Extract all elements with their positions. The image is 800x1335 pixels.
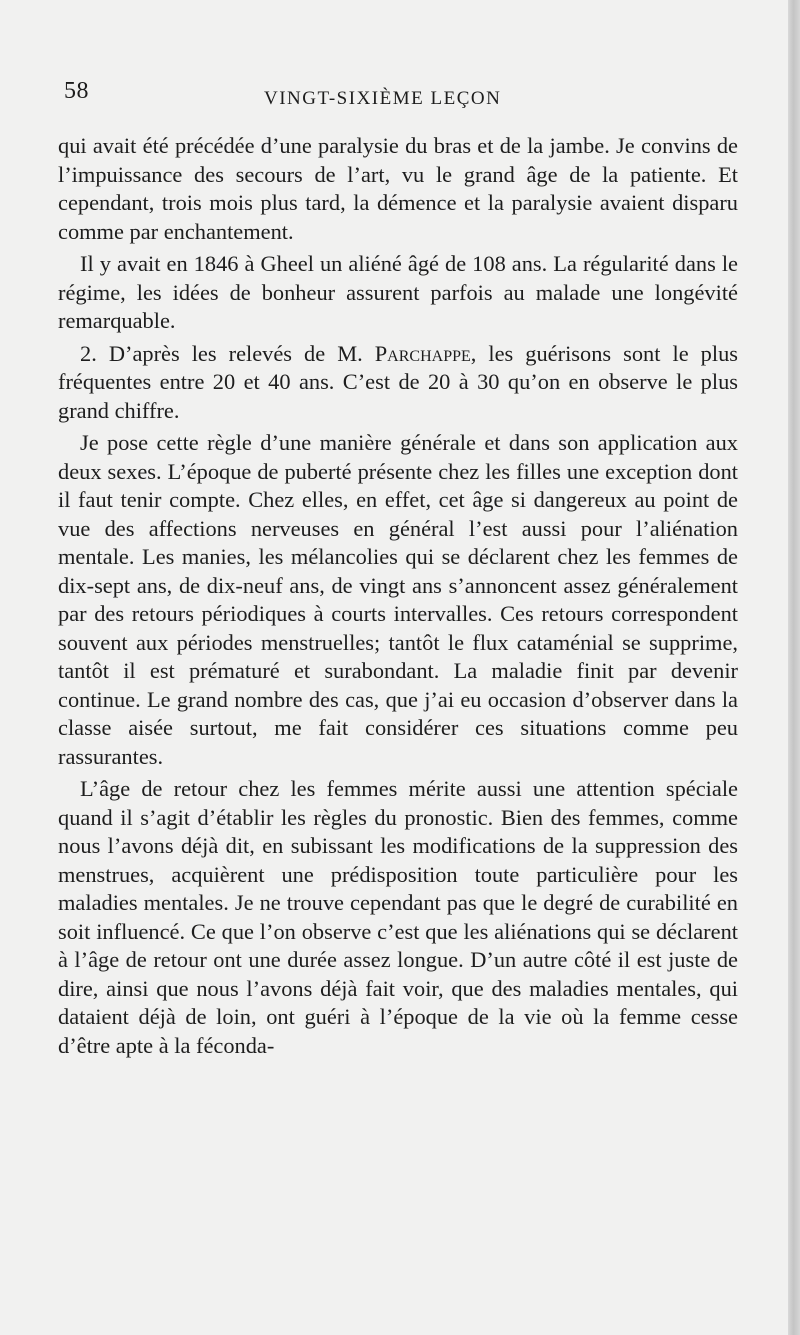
paragraph-5: L’âge de retour chez les femmes mérite aussi une attention spéciale quand il s’agit d’établir les règles du pronostic. Bien des femmes, comme nous l’avons déjà dit, en subissant les modifications de la suppression des menstrues, acquièrent une prédisposition toute particulière pour les maladies mentales. Je ne trouve cependant pas que le degré de curabilité en soit influencé. Ce que l’on observe c’est que les aliénations qui se déclarent à l’âge de retour ont une durée assez longue. D’un autre côté il est juste de dire, ainsi que nous l’avons déjà fait voir, que des maladies mentales, qui dataient déjà de loin, ont guéri à l’époque de la vie où la femme cesse d’être apte à la féconda- xyxy=(58,776,738,1058)
paragraph-3-lead: 2. D’après les relevés de M. xyxy=(80,340,375,366)
paragraph-1: qui avait été précédée d’une paralysie du bras et de la jambe. Je convins de l’impuissance des secours de l’art, vu le grand âge de la patiente. Et cependant, trois mois plus tard, la démence et la paralysie avaient disparu comme par enchantement. xyxy=(58,133,738,244)
body-text xyxy=(58,132,738,1060)
page-number: 58 xyxy=(64,78,89,104)
paragraph-2: Il y avait en 1846 à Gheel un aliéné âgé de 108 ans. La régularité dans le régime, les idées de bonheur assurent parfois au malade une longévité remarquable. xyxy=(58,251,738,333)
paragraph-3-rest: , les guérisons sont le plus fréquentes entre 20 et 40 ans. C’est de 20 à 30 qu’on en observe le plus grand chiffre. xyxy=(58,340,738,423)
running-head: VINGT-SIXIÈME LEÇON xyxy=(264,88,502,109)
author-name: Parchappe xyxy=(374,340,471,366)
page-edge xyxy=(788,0,800,1335)
paragraph-4: Je pose cette règle d’une manière générale et dans son application aux deux sexes. L’époque de puberté présente chez les filles une exception dont il faut tenir compte. Chez elles, en effet, cet âge si dangereux au point de vue des affections nerveuses en général l’est aussi pour l’aliénation mentale. Les manies, les mélancolies qui se déclarent chez les femmes de dix-sept ans, de dix-neuf ans, de vingt ans s’annoncent assez généralement par des retours périodiques à courts intervalles. Ces retours correspondent souvent aux périodes menstruelles; tantôt le flux cataménial se supprime, tantôt il est prématuré et surabondant. La maladie finit par devenir continue. Le grand nombre des cas, que j’ai eu occasion d’observer dans la classe aisée surtout, me fait considérer ces situations comme peu rassurantes. xyxy=(58,430,738,769)
paragraph-3 xyxy=(58,340,738,426)
